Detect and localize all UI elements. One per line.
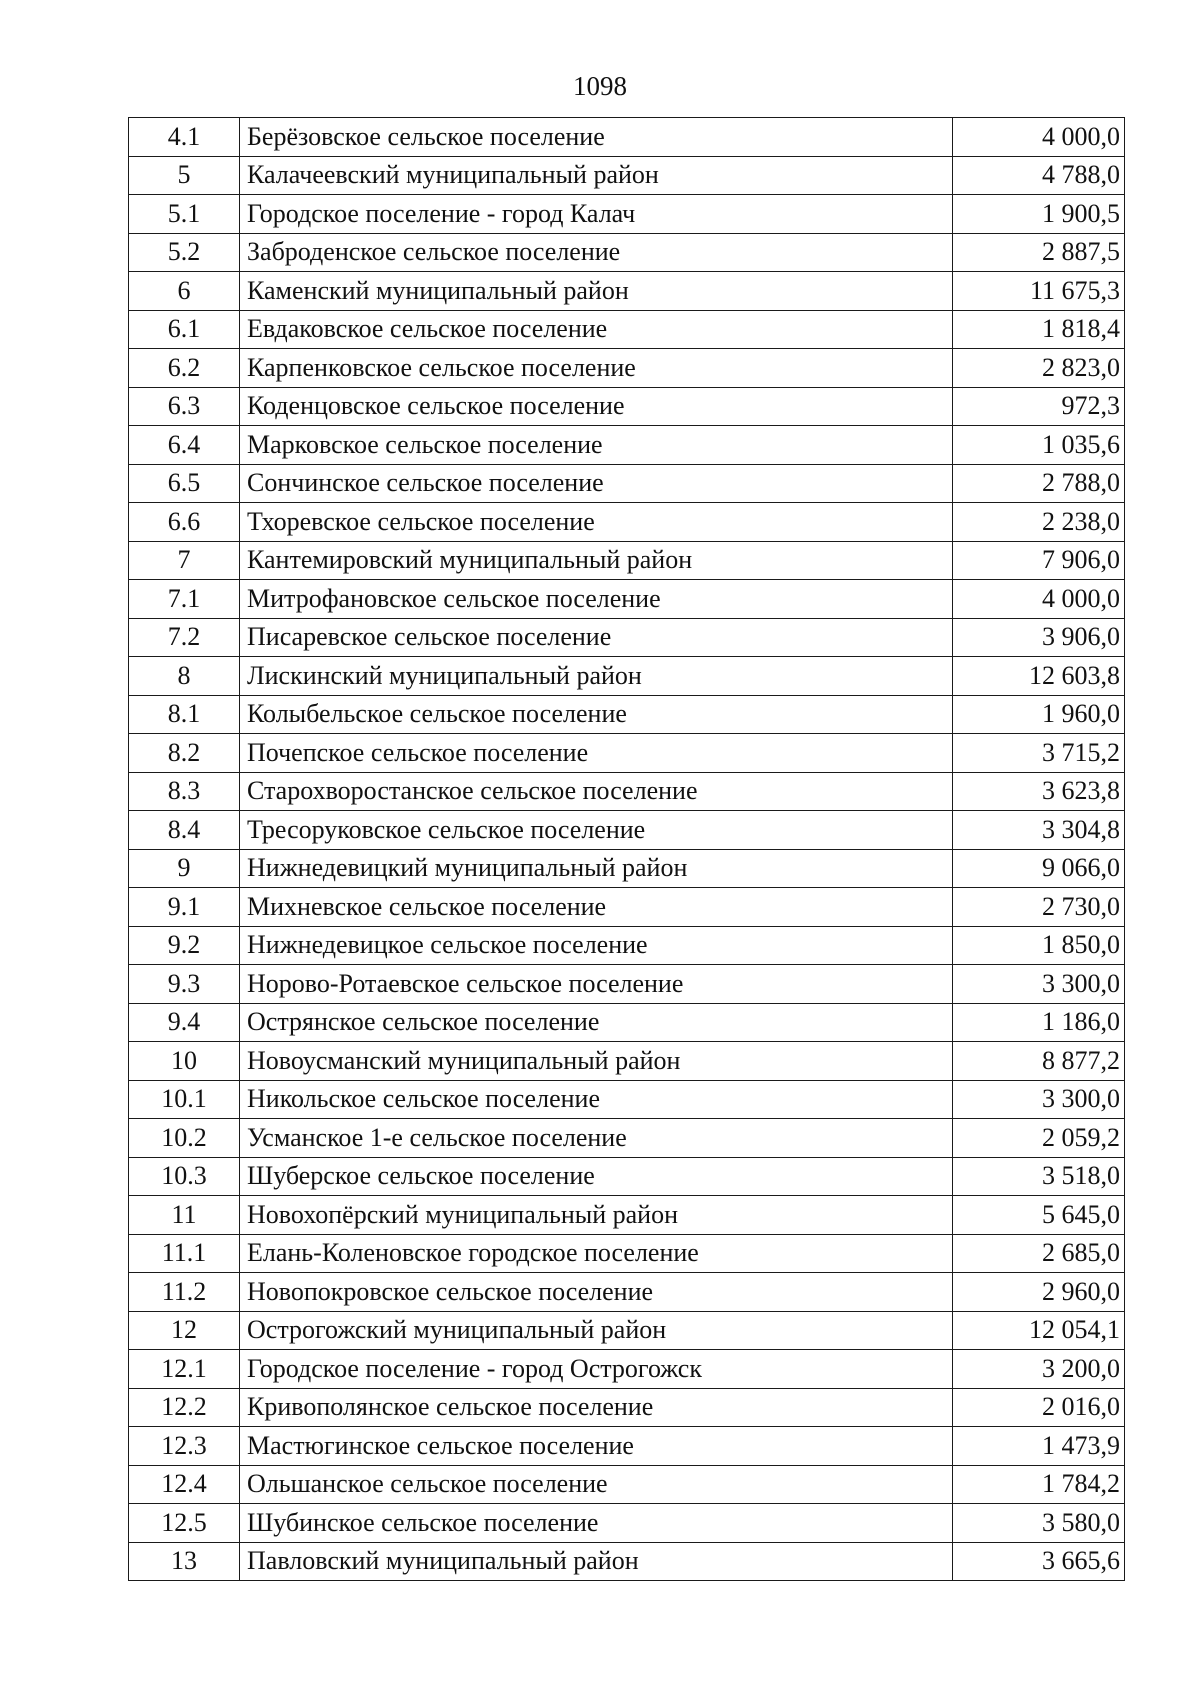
table-row: [129, 349, 1125, 388]
row-number-cell: 11.2: [129, 1273, 240, 1312]
municipality-name-cell: Усманское 1-е сельское поселение: [240, 1119, 953, 1158]
row-number-cell: 7: [129, 541, 240, 580]
municipality-name-cell: Почепское сельское поселение: [240, 734, 953, 773]
table-row: [129, 1157, 1125, 1196]
amount-cell: 1 035,6: [953, 426, 1125, 465]
table-row: [129, 1273, 1125, 1312]
amount-cell: 1 473,9: [953, 1427, 1125, 1466]
amount-cell: 2 685,0: [953, 1234, 1125, 1273]
municipality-name-cell: Ольшанское сельское поселение: [240, 1465, 953, 1504]
row-number-cell: 8.2: [129, 734, 240, 773]
table-row: [129, 1196, 1125, 1235]
row-number-cell: 5.1: [129, 195, 240, 234]
row-number-cell: 10.2: [129, 1119, 240, 1158]
amount-cell: 4 000,0: [953, 118, 1125, 157]
amount-cell: 3 906,0: [953, 618, 1125, 657]
amount-cell: 3 623,8: [953, 772, 1125, 811]
table-body: [129, 118, 1125, 1581]
table-row: [129, 195, 1125, 234]
amount-cell: 3 300,0: [953, 1080, 1125, 1119]
table-row: [129, 772, 1125, 811]
table-row: [129, 156, 1125, 195]
municipality-name-cell: Писаревское сельское поселение: [240, 618, 953, 657]
municipality-name-cell: Городское поселение - город Калач: [240, 195, 953, 234]
amount-cell: 1 900,5: [953, 195, 1125, 234]
amount-cell: 2 887,5: [953, 233, 1125, 272]
table-row: [129, 811, 1125, 850]
municipality-name-cell: Берёзовское сельское поселение: [240, 118, 953, 157]
row-number-cell: 9.4: [129, 1003, 240, 1042]
municipality-name-cell: Острянское сельское поселение: [240, 1003, 953, 1042]
page-number: 1098: [573, 71, 627, 101]
table-row: [129, 426, 1125, 465]
row-number-cell: 10.3: [129, 1157, 240, 1196]
municipality-name-cell: Никольское сельское поселение: [240, 1080, 953, 1119]
municipality-name-cell: Заброденское сельское поселение: [240, 233, 953, 272]
table-row: [129, 1234, 1125, 1273]
amount-cell: 1 784,2: [953, 1465, 1125, 1504]
table-row: [129, 734, 1125, 773]
amount-cell: 3 300,0: [953, 965, 1125, 1004]
row-number-cell: 11: [129, 1196, 240, 1235]
table-row: [129, 618, 1125, 657]
amount-cell: 11 675,3: [953, 272, 1125, 311]
municipality-name-cell: Михневское сельское поселение: [240, 888, 953, 927]
row-number-cell: 6.3: [129, 387, 240, 426]
row-number-cell: 8: [129, 657, 240, 696]
row-number-cell: 6.1: [129, 310, 240, 349]
amount-cell: 1 818,4: [953, 310, 1125, 349]
row-number-cell: 7.1: [129, 580, 240, 619]
allocation-table-container: [128, 117, 1124, 1581]
table-row: [129, 926, 1125, 965]
municipality-name-cell: Городское поселение - город Острогожск: [240, 1350, 953, 1389]
amount-cell: 2 238,0: [953, 503, 1125, 542]
table-row: [129, 657, 1125, 696]
table-row: [129, 1542, 1125, 1581]
municipality-name-cell: Карпенковское сельское поселение: [240, 349, 953, 388]
row-number-cell: 12.5: [129, 1504, 240, 1543]
table-row: [129, 965, 1125, 1004]
table-row: [129, 580, 1125, 619]
amount-cell: 3 200,0: [953, 1350, 1125, 1389]
amount-cell: 2 016,0: [953, 1388, 1125, 1427]
municipality-name-cell: Новопокровское сельское поселение: [240, 1273, 953, 1312]
municipality-name-cell: Старохворостанское сельское поселение: [240, 772, 953, 811]
table-row: [129, 1119, 1125, 1158]
amount-cell: 2 059,2: [953, 1119, 1125, 1158]
table-row: [129, 1504, 1125, 1543]
amount-cell: 1 960,0: [953, 695, 1125, 734]
table-row: [129, 695, 1125, 734]
municipality-name-cell: Нижнедевицкое сельское поселение: [240, 926, 953, 965]
row-number-cell: 12: [129, 1311, 240, 1350]
table-row: [129, 1388, 1125, 1427]
row-number-cell: 8.1: [129, 695, 240, 734]
municipality-name-cell: Павловский муниципальный район: [240, 1542, 953, 1581]
table-row: [129, 464, 1125, 503]
table-row: [129, 1042, 1125, 1081]
row-number-cell: 9.2: [129, 926, 240, 965]
row-number-cell: 7.2: [129, 618, 240, 657]
row-number-cell: 12.3: [129, 1427, 240, 1466]
row-number-cell: 9.1: [129, 888, 240, 927]
table-row: [129, 387, 1125, 426]
row-number-cell: 13: [129, 1542, 240, 1581]
table-row: [129, 1311, 1125, 1350]
amount-cell: 8 877,2: [953, 1042, 1125, 1081]
row-number-cell: 5: [129, 156, 240, 195]
municipality-name-cell: Коденцовское сельское поселение: [240, 387, 953, 426]
row-number-cell: 6.5: [129, 464, 240, 503]
municipality-name-cell: Калачеевский муниципальный район: [240, 156, 953, 195]
row-number-cell: 6.2: [129, 349, 240, 388]
amount-cell: 2 823,0: [953, 349, 1125, 388]
row-number-cell: 9.3: [129, 965, 240, 1004]
municipality-name-cell: Тресоруковское сельское поселение: [240, 811, 953, 850]
table-row: [129, 272, 1125, 311]
municipality-name-cell: Кривополянское сельское поселение: [240, 1388, 953, 1427]
table-row: [129, 1350, 1125, 1389]
row-number-cell: 6.6: [129, 503, 240, 542]
table-row: [129, 541, 1125, 580]
municipality-name-cell: Кантемировский муниципальный район: [240, 541, 953, 580]
municipality-name-cell: Норово-Ротаевское сельское поселение: [240, 965, 953, 1004]
allocation-table: [128, 117, 1125, 1581]
municipality-name-cell: Шубинское сельское поселение: [240, 1504, 953, 1543]
amount-cell: 2 960,0: [953, 1273, 1125, 1312]
municipality-name-cell: Острогожский муниципальный район: [240, 1311, 953, 1350]
amount-cell: 5 645,0: [953, 1196, 1125, 1235]
amount-cell: 1 186,0: [953, 1003, 1125, 1042]
row-number-cell: 12.1: [129, 1350, 240, 1389]
municipality-name-cell: Лискинский муниципальный район: [240, 657, 953, 696]
amount-cell: 3 715,2: [953, 734, 1125, 773]
row-number-cell: 4.1: [129, 118, 240, 157]
municipality-name-cell: Новохопёрский муниципальный район: [240, 1196, 953, 1235]
municipality-name-cell: Нижнедевицкий муниципальный район: [240, 849, 953, 888]
row-number-cell: 10.1: [129, 1080, 240, 1119]
municipality-name-cell: Шуберское сельское поселение: [240, 1157, 953, 1196]
amount-cell: 2 788,0: [953, 464, 1125, 503]
row-number-cell: 5.2: [129, 233, 240, 272]
amount-cell: 2 730,0: [953, 888, 1125, 927]
row-number-cell: 12.4: [129, 1465, 240, 1504]
table-row: [129, 888, 1125, 927]
row-number-cell: 6.4: [129, 426, 240, 465]
municipality-name-cell: Сончинское сельское поселение: [240, 464, 953, 503]
municipality-name-cell: Митрофановское сельское поселение: [240, 580, 953, 619]
amount-cell: 12 054,1: [953, 1311, 1125, 1350]
amount-cell: 3 304,8: [953, 811, 1125, 850]
municipality-name-cell: Елань-Коленовское городское поселение: [240, 1234, 953, 1273]
table-row: [129, 503, 1125, 542]
amount-cell: 4 788,0: [953, 156, 1125, 195]
amount-cell: 9 066,0: [953, 849, 1125, 888]
row-number-cell: 10: [129, 1042, 240, 1081]
row-number-cell: 9: [129, 849, 240, 888]
amount-cell: 3 580,0: [953, 1504, 1125, 1543]
municipality-name-cell: Колыбельское сельское поселение: [240, 695, 953, 734]
table-row: [129, 1427, 1125, 1466]
municipality-name-cell: Каменский муниципальный район: [240, 272, 953, 311]
municipality-name-cell: Евдаковское сельское поселение: [240, 310, 953, 349]
municipality-name-cell: Мастюгинское сельское поселение: [240, 1427, 953, 1466]
amount-cell: 3 665,6: [953, 1542, 1125, 1581]
table-row: [129, 1003, 1125, 1042]
table-row: [129, 233, 1125, 272]
row-number-cell: 8.3: [129, 772, 240, 811]
municipality-name-cell: Марковское сельское поселение: [240, 426, 953, 465]
amount-cell: 4 000,0: [953, 580, 1125, 619]
municipality-name-cell: Тхоревское сельское поселение: [240, 503, 953, 542]
amount-cell: 1 850,0: [953, 926, 1125, 965]
row-number-cell: 12.2: [129, 1388, 240, 1427]
municipality-name-cell: Новоусманский муниципальный район: [240, 1042, 953, 1081]
amount-cell: 972,3: [953, 387, 1125, 426]
table-row: [129, 1080, 1125, 1119]
amount-cell: 12 603,8: [953, 657, 1125, 696]
row-number-cell: 6: [129, 272, 240, 311]
amount-cell: 3 518,0: [953, 1157, 1125, 1196]
amount-cell: 7 906,0: [953, 541, 1125, 580]
table-row: [129, 118, 1125, 157]
table-row: [129, 849, 1125, 888]
row-number-cell: 11.1: [129, 1234, 240, 1273]
table-row: [129, 1465, 1125, 1504]
row-number-cell: 8.4: [129, 811, 240, 850]
table-row: [129, 310, 1125, 349]
